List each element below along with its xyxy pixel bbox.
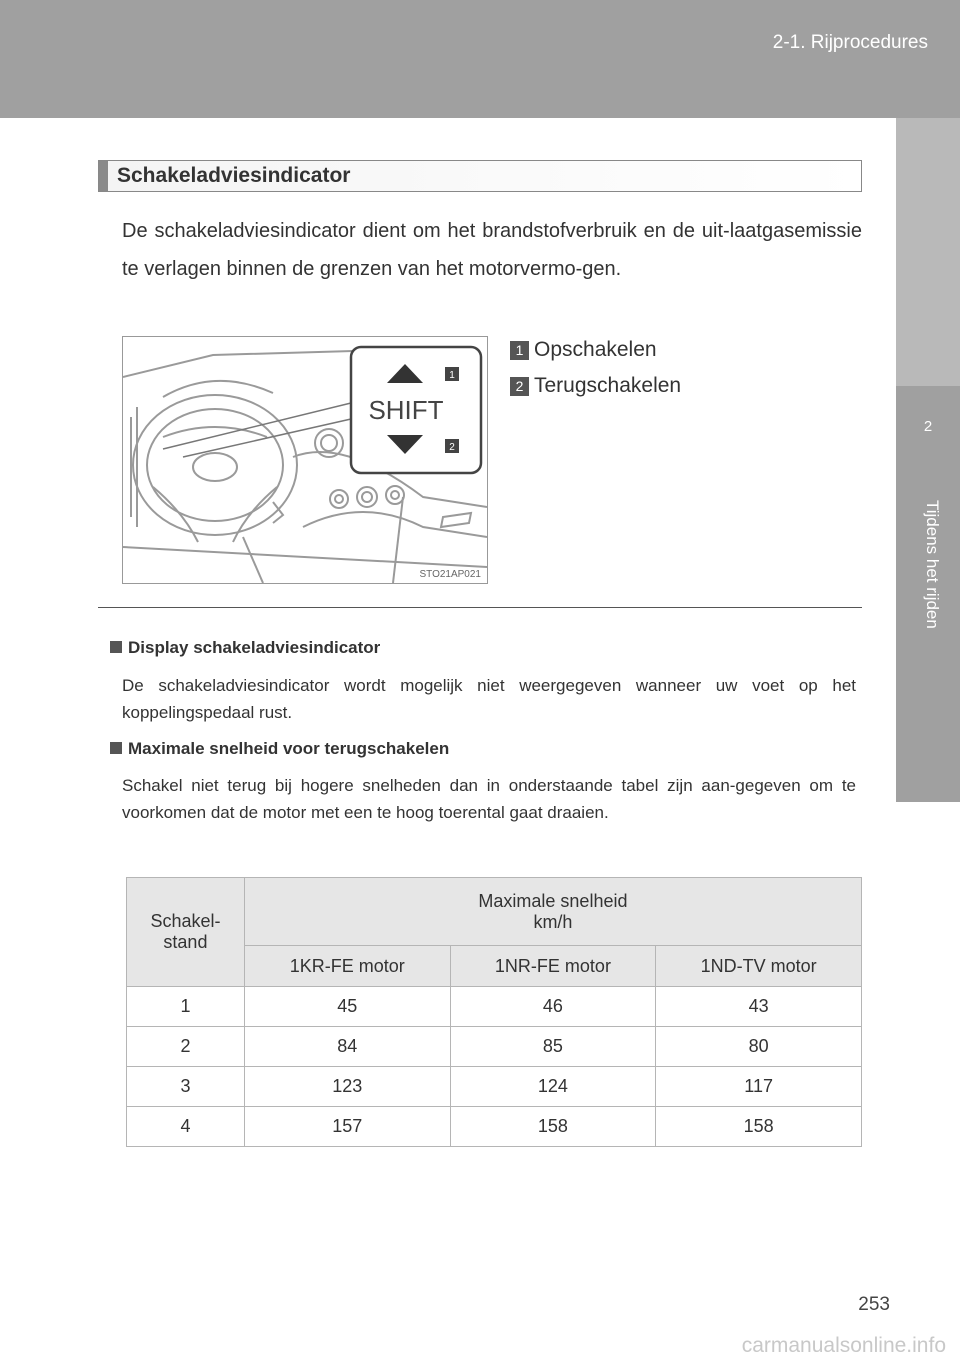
table-cell: 84: [244, 1027, 450, 1067]
dashboard-drawing: [123, 337, 487, 583]
header-engine-1kr: 1KR-FE motor: [244, 946, 450, 987]
callout-number-1: 1: [449, 370, 455, 381]
note-title-display-text: Display schakeladviesindicator: [128, 638, 381, 657]
max-speed-table: [126, 877, 862, 1147]
table-cell: 4: [127, 1107, 245, 1147]
heading-text: Schakeladviesindicator: [117, 164, 351, 187]
note-title-max-speed: [110, 739, 449, 759]
figure-code: STO21AP021: [419, 569, 481, 580]
header-engine-1nd: 1ND-TV motor: [656, 946, 862, 987]
table-cell: 46: [450, 987, 656, 1027]
table-cell: 45: [244, 987, 450, 1027]
table-cell: 80: [656, 1027, 862, 1067]
chapter-side-tab: [896, 118, 960, 1366]
page-number: 253: [858, 1294, 890, 1315]
header-gear-position: Schakel- stand: [127, 878, 245, 987]
section-divider: [98, 607, 862, 608]
chapter-label: Tijdens het rijden: [923, 500, 942, 629]
table-cell: 117: [656, 1067, 862, 1107]
tab-top: [896, 118, 960, 386]
header-engine-1nr: 1NR-FE motor: [450, 946, 656, 987]
figure-legend: [510, 332, 681, 404]
table-cell: 157: [244, 1107, 450, 1147]
note-title-display: [110, 638, 380, 658]
bullet-square-icon: [110, 641, 122, 653]
note-body-display: De schakeladviesindicator wordt mogelijk niet weergegeven wanneer uw voet op het koppelingspedaal rust.: [122, 676, 856, 722]
table-cell: 158: [450, 1107, 656, 1147]
legend-label-downshift: Terugschakelen: [534, 374, 682, 397]
table-row: [127, 1067, 862, 1107]
intro-paragraph: De schakeladviesindicator dient om het brandstofverbruik en de uit-laatgasemissie te verlagen binnen de grenzen van het motorvermo-gen.: [122, 220, 862, 280]
bullet-square-icon: [110, 742, 122, 754]
section-heading: [98, 160, 862, 192]
header-max-speed: [244, 878, 861, 946]
table-row: [127, 1027, 862, 1067]
legend-item-upshift: [510, 332, 681, 368]
table-cell: 85: [450, 1027, 656, 1067]
dashboard-illustration: [122, 336, 488, 584]
table-row: [127, 987, 862, 1027]
table-cell: 3: [127, 1067, 245, 1107]
table-row: [127, 1107, 862, 1147]
header-max-speed-unit: km/h: [533, 911, 573, 932]
legend-number-1: 1: [510, 341, 529, 360]
section-title: 2-1. Rijprocedures: [772, 32, 928, 53]
note-title-max-speed-text: Maximale snelheid voor terugschakelen: [128, 739, 450, 758]
legend-number-2: 2: [510, 377, 529, 396]
heading-bar: [99, 161, 108, 191]
header-band: [0, 0, 960, 118]
chapter-number: 2: [923, 418, 933, 435]
legend-label-upshift: Opschakelen: [534, 338, 657, 361]
table-cell: 124: [450, 1067, 656, 1107]
note-body-max-speed: Schakel niet terug bij hogere snelheden dan in onderstaande tabel zijn aan-gegeven om te voorkomen dat de motor met een te hoog toerental gaat draaien.: [122, 776, 856, 822]
callout-number-2: 2: [449, 442, 455, 453]
table-cell: 1: [127, 987, 245, 1027]
table-cell: 123: [244, 1067, 450, 1107]
table-cell: 158: [656, 1107, 862, 1147]
shift-label: SHIFT: [368, 395, 444, 425]
header-max-speed-label: Maximale snelheid: [478, 890, 628, 911]
legend-item-downshift: [510, 368, 681, 404]
table-cell: 2: [127, 1027, 245, 1067]
watermark-text: carmanualsonline.info: [741, 1334, 946, 1357]
table-cell: 43: [656, 987, 862, 1027]
